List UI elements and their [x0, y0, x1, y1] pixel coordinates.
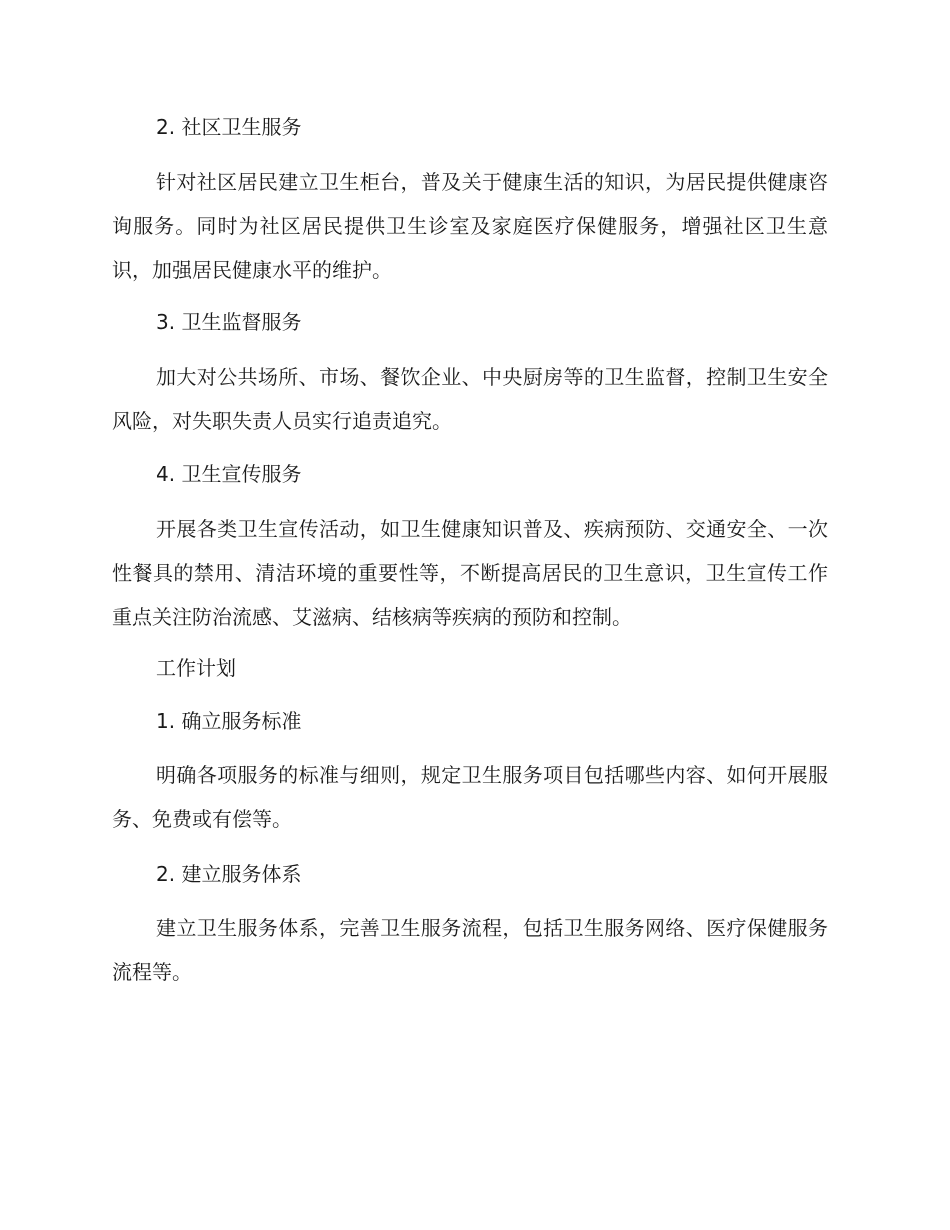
paragraph-service-standards: 明确各项服务的标准与细则，规定卫生服务项目包括哪些内容、如何开展服务、免费或有偿等。: [112, 763, 828, 831]
section-heading-work-plan: 工作计划: [156, 656, 236, 680]
paragraph-health-promotion: 开展各类卫生宣传活动，如卫生健康知识普及、疾病预防、交通安全、一次性餐具的禁用、清洁环境的重要性等，不断提高居民的卫生意识，卫生宣传工作重点关注防治流感、艾滋病、结核病等疾病的预防和控制。: [112, 517, 828, 629]
section-heading-service-standards: 1. 确立服务标准: [156, 709, 302, 733]
section-heading-health-supervision: 3. 卫生监督服务: [156, 310, 302, 334]
section-heading-health-promotion: 4. 卫生宣传服务: [156, 462, 302, 486]
paragraph-community-health: 针对社区居民建立卫生柜台，普及关于健康生活的知识，为居民提供健康咨询服务。同时为社区居民提供卫生诊室及家庭医疗保健服务，增强社区卫生意识，加强居民健康水平的维护。: [112, 170, 828, 282]
paragraph-health-supervision: 加大对公共场所、市场、餐饮企业、中央厨房等的卫生监督，控制卫生安全风险，对失职失责人员实行追责追究。: [112, 365, 828, 433]
section-heading-community-health: 2. 社区卫生服务: [156, 115, 302, 139]
paragraph-service-system: 建立卫生服务体系，完善卫生服务流程，包括卫生服务网络、医疗保健服务流程等。: [112, 916, 828, 984]
section-heading-service-system: 2. 建立服务体系: [156, 862, 302, 886]
